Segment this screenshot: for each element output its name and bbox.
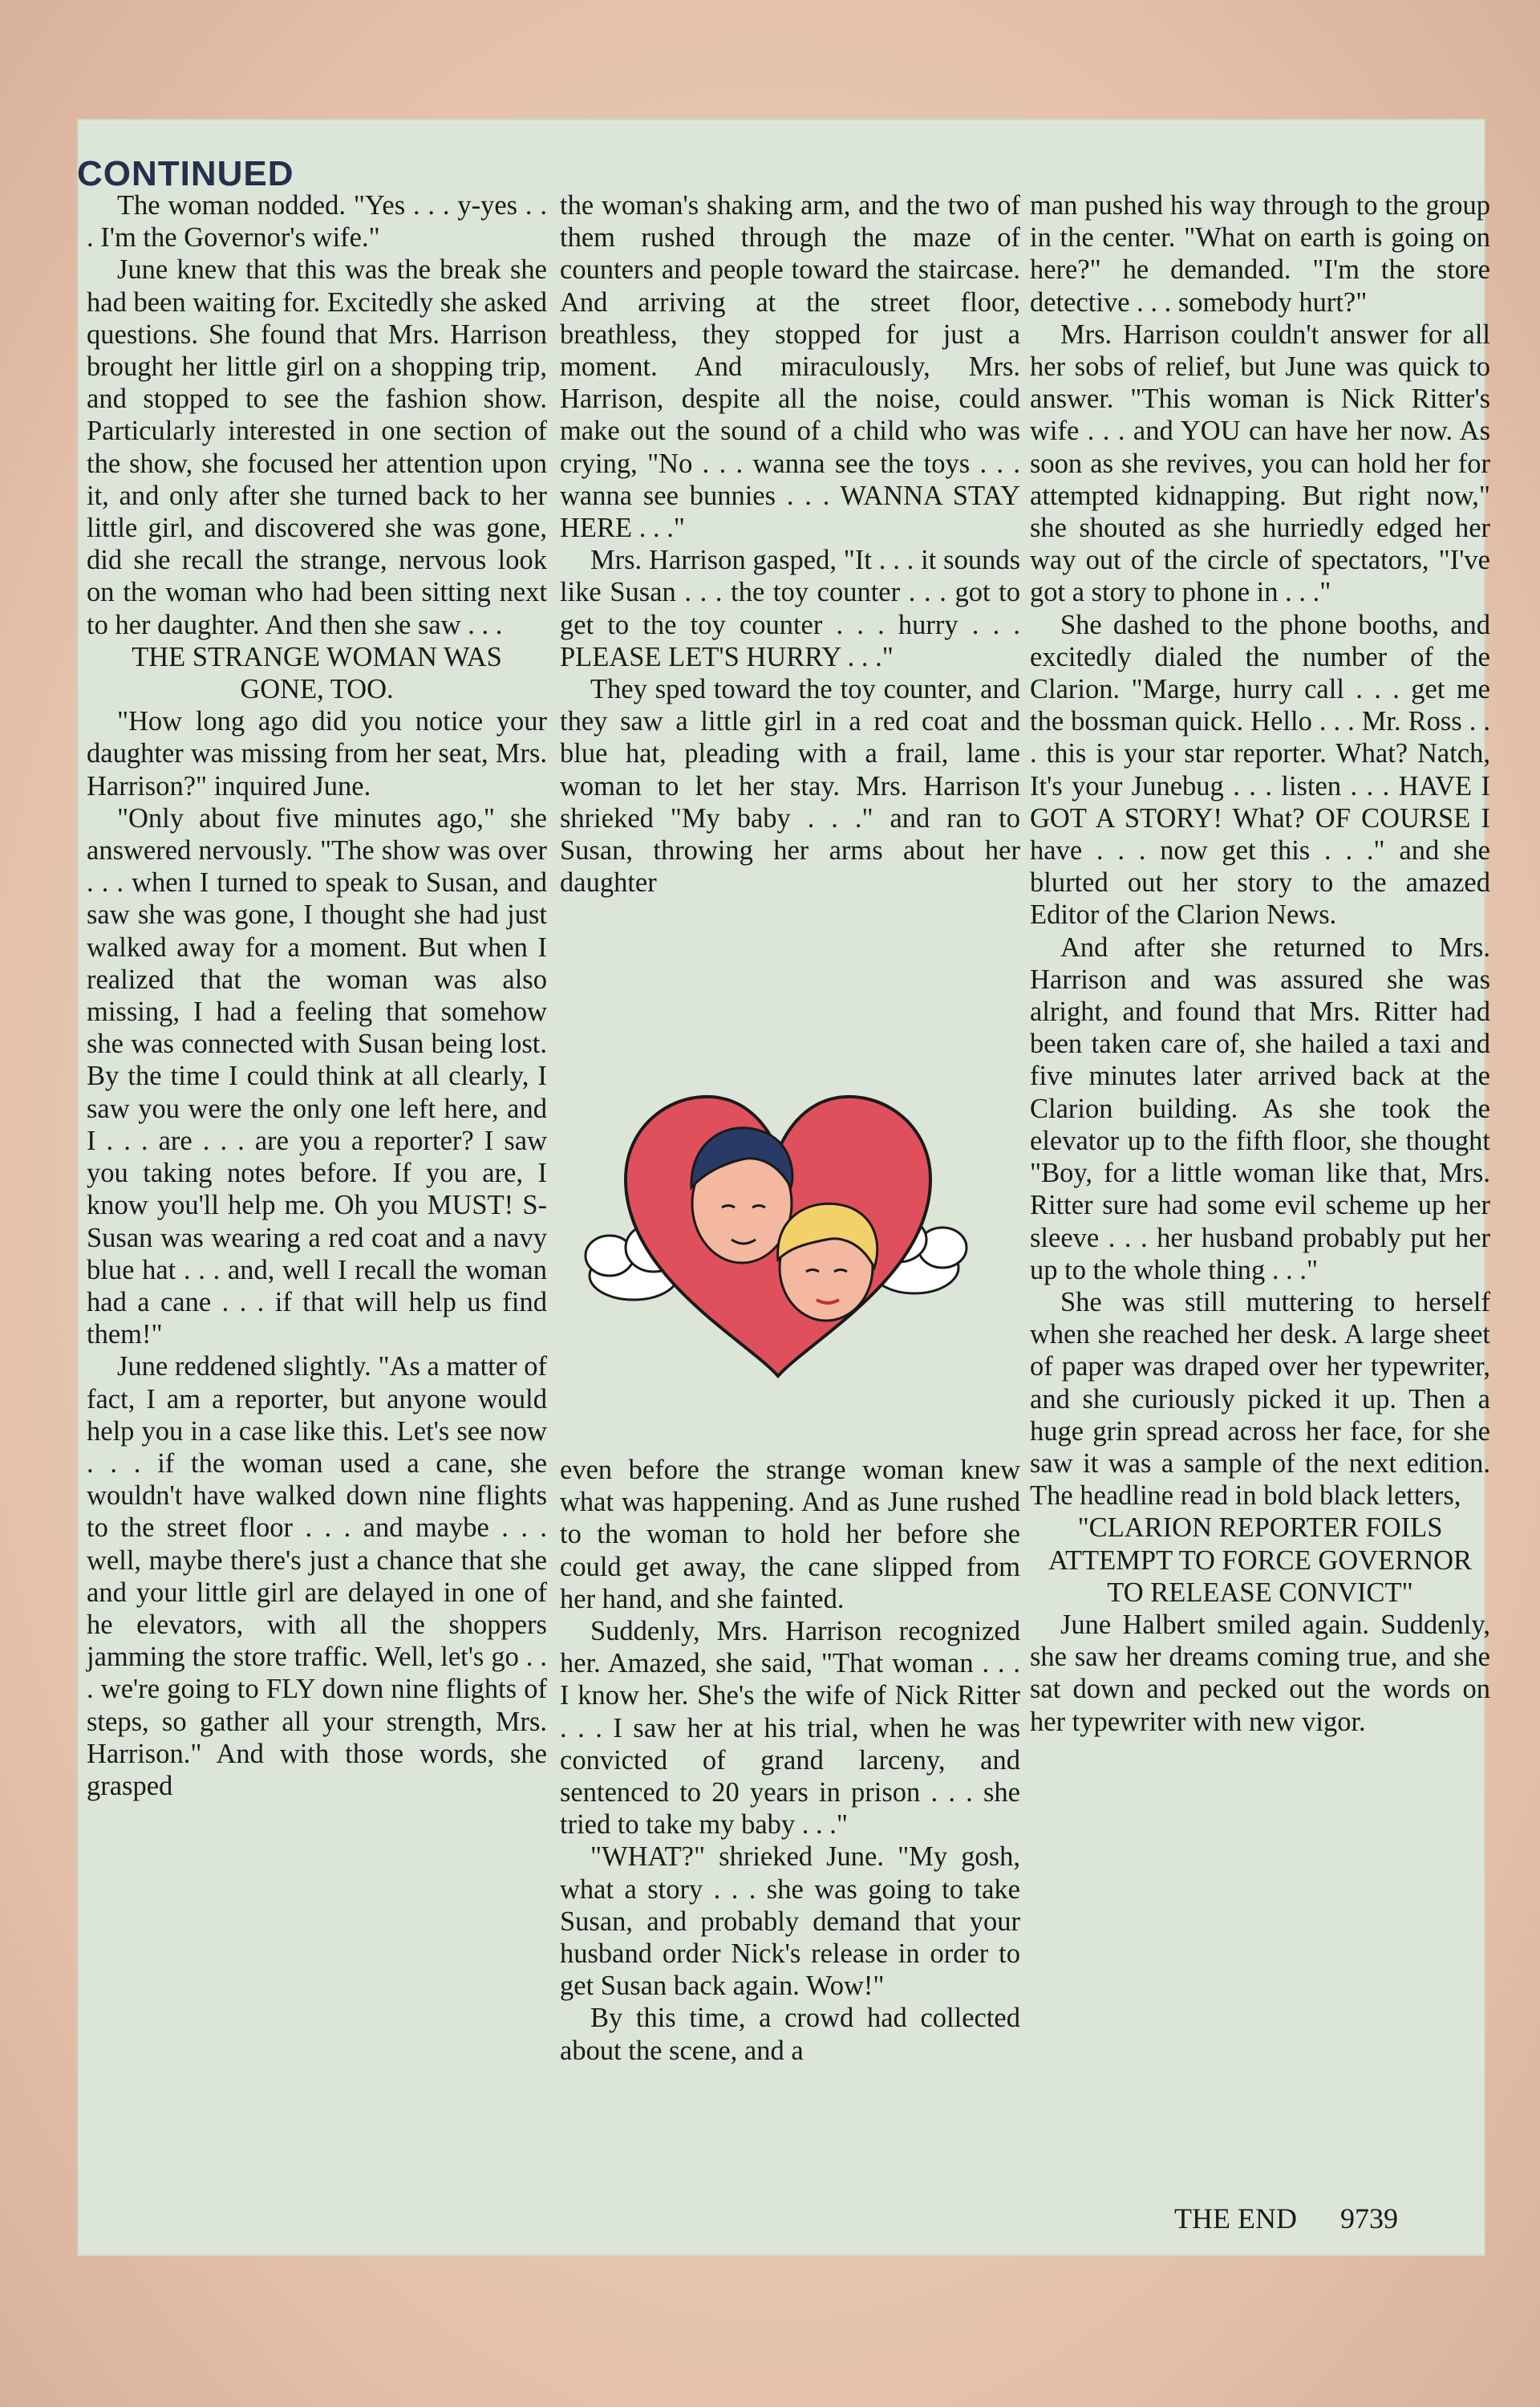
paragraph: June reddened slightly. "As a matter of fact, I am a reporter, but anyone would help you in a case like this. Let's see now . . . if the woman used a cane, she wouldn't have walked down nine flights to the street floor . . . and maybe . . . well, maybe there's just a chance that she and your little girl are delayed in one of he elevators, with all the shoppers jamming the store traffic. Well, let's go . . . we're going to FLY down nine flights of steps, so gather all your strength, Mrs. Harrison." And with those words, she grasped <box>87 1351 547 1801</box>
paragraph: The woman nodded. "Yes . . . y-yes . . . I'm the Governor's wife." <box>87 190 547 254</box>
paragraph: "How long ago did you notice your daughter was missing from her seat, Mrs. Harrison?" inquired June. <box>87 706 547 802</box>
paragraph: the woman's shaking arm, and the two of them rushed through the maze of counters and people toward the staircase. And arriving at the street floor, breathless, they stopped for just a moment. And miraculously, Mrs. Harrison, despite all the noise, could make out the sound of a child who was crying, "No . . . wanna see the toys . . . wanna see bunnies . . . WANNA STAY HERE . . ." <box>560 190 1020 544</box>
paragraph: They sped toward the toy counter, and they saw a little girl in a red coat and blue hat, pleading with a frail, lame woman to let her stay. Mrs. Harrison shrieked "My baby . . ." and ran to Susan, throwing her arms about her daughter <box>560 674 1020 899</box>
text-column-2-top <box>560 189 1020 899</box>
paragraph: June Halbert smiled again. Suddenly, she saw her dreams coming true, and she sat down and pecked out the words on her typewriter with new vigor. <box>1030 1609 1490 1737</box>
the-end-label: THE END <box>1174 2202 1297 2234</box>
page-code: 9739 <box>1339 2202 1398 2234</box>
continued-heading: CONTINUED <box>77 154 294 193</box>
paragraph: June knew that this was the break she had been waiting for. Excitedly she asked questions. She found that Mrs. Harrison brought her little girl on a shopping trip, and stopped to see the fashion show. Particularly interested in one section of the show, she focused her attention upon it, and only after she turned back to her little girl, and discovered she was gone, did she recall the strange, nervous look on the woman who had been sitting next to her daughter. And then she saw . . . <box>87 254 547 640</box>
paragraph: "Only about five minutes ago," she answered nervously. "The show was over . . . when I turned to speak to Susan, and saw she was gone, I thought she had just walked away for a moment. But when I realized that the woman was also missing, I had a feeling that somehow she was connected with Susan being lost. By the time I could think at all clearly, I saw you were the only one left here, and I . . . are . . . are you a reporter? I saw you taking notes before. If you are, I know you'll help me. Oh you MUST! S-Susan was wearing a red coat and a navy blue hat . . . and, well I recall the woman had a cane . . . if that will help us find them!" <box>87 802 547 1350</box>
end-line <box>1174 2202 1441 2235</box>
paragraph: Mrs. Harrison gasped, "It . . . it sounds like Susan . . . the toy counter . . . got to get to the toy counter . . . hurry . . . PLEASE LET'S HURRY . . ." <box>560 545 1020 672</box>
paragraph: She dashed to the phone booths, and excitedly dialed the number of the Clarion. "Marge, hurry call . . . get me the bossman quick. Hello . . . Mr. Ross . . . this is your star reporter. What? Natch, It's your Junebug . . . listen . . . HAVE I GOT A STORY! What? OF COURSE I have . . . now get this . . ." and she blurted out her story to the amazed Editor of the Clarion News. <box>1030 609 1490 931</box>
heart-couple-illustration <box>578 1075 979 1396</box>
paragraph: even before the strange woman knew what was happening. And as June rushed to the woman to hold her before she could get away, the cane slipped from her hand, and she fainted. <box>560 1455 1020 1614</box>
paragraph: Mrs. Harrison couldn't answer for all her sobs of relief, but June was quick to answer. "This woman is Nick Ritter's wife . . . and YOU can have her now. As soon as she revives, you can hold her for attempted kidnapping. But right now," she shouted as she hurriedly edged her way out of the circle of spectators, "I've got a story to phone in . . ." <box>1030 319 1490 608</box>
text-column-2-bottom <box>560 1454 1020 2067</box>
paragraph: She was still muttering to herself when she reached her desk. A large sheet of paper was draped over her typewriter, and she curiously picked it up. Then a huge grin spread across her face, for she saw it was a sample of the next edition. The headline read in bold black letters, <box>1030 1286 1490 1512</box>
text-column-3 <box>1030 189 1490 1738</box>
paragraph: And after she returned to Mrs. Harrison and was assured she was alright, and found that Mrs. Ritter had been taken care of, she hailed a taxi and five minutes later arrived back at the Clarion building. As she took the elevator up to the fifth floor, she thought "Boy, for a little woman like that, Mrs. Ritter sure had some evil scheme up her sleeve . . . her husband probably put her up to the whole thing . . ." <box>1030 932 1490 1285</box>
paragraph: Suddenly, Mrs. Harrison recognized her. Amazed, she said, "That woman . . . I know her. She's the wife of Nick Ritter . . . I saw her at his trial, when he was convicted of grand larceny, and sentenced to 20 years in prison . . . she tried to take my baby . . ." <box>560 1616 1020 1841</box>
man-face-icon <box>691 1128 792 1263</box>
paragraph: By this time, a crowd had collected about the scene, and a <box>560 2003 1020 2066</box>
headline-quote: "CLARION REPORTER FOILS ATTEMPT TO FORCE GOVERNOR TO RELEASE CONVICT" <box>1048 1512 1473 1608</box>
paragraph-strange-woman: THE STRANGE WOMAN WAS GONE, TOO. <box>132 641 502 705</box>
paragraph: man pushed his way through to the group in the center. "What on earth is going on here?" he demanded. "I'm the store detective . . . somebody hurt?" <box>1030 190 1490 318</box>
text-column-1 <box>87 189 547 1802</box>
paragraph: "WHAT?" shrieked June. "My gosh, what a story . . . she was going to take Susan, and probably demand that your husband order Nick's release in order to get Susan back again. Wow!" <box>560 1841 1020 2002</box>
